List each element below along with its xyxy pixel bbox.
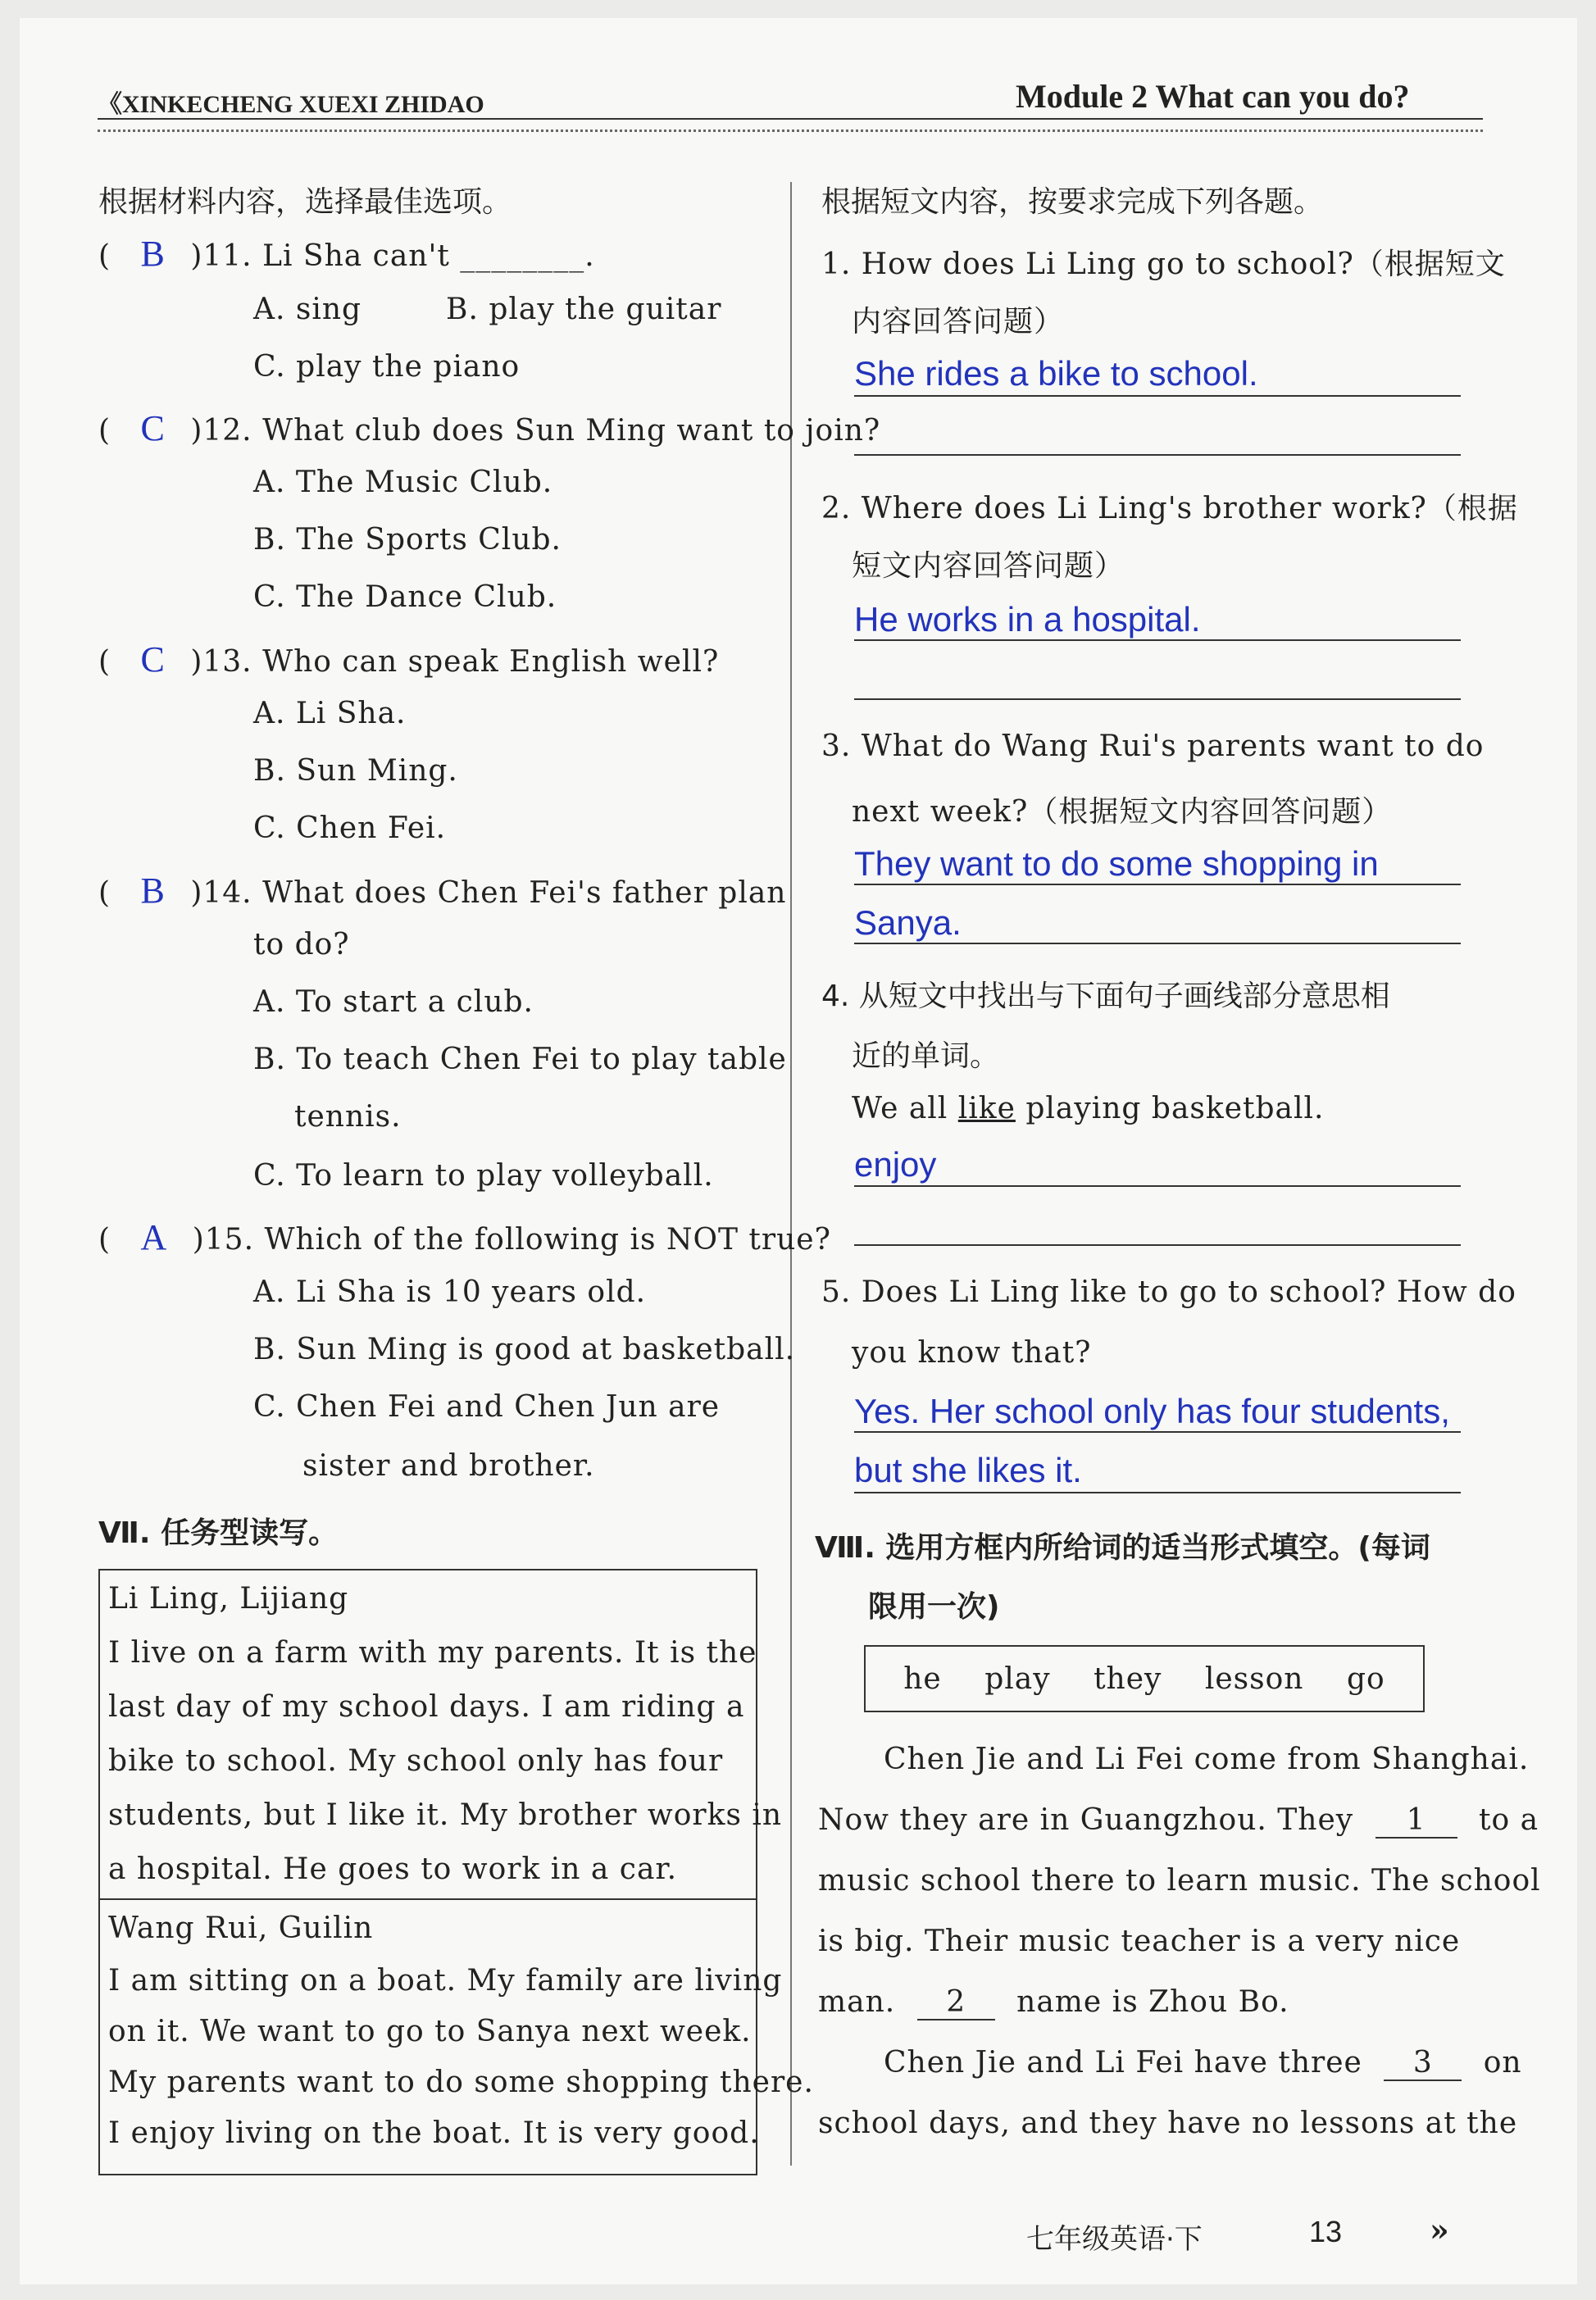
box1-line: last day of my school days. I am riding a [108,1690,745,1724]
rq4-line2: 近的单词。 [852,1039,1000,1073]
passage-line: music school there to learn music. The school [818,1864,1541,1898]
reading-box [98,1569,814,2175]
box2-line: I am sitting on a boat. My family are living [108,1964,783,1998]
box2-line: My parents want to do some shopping there. [108,2066,814,2099]
right-intro: 根据短文内容，按要求完成下列各题。 [821,185,1324,219]
box1-name: Li Ling, Lijiang [108,1582,349,1616]
passage-line: is big. Their music teacher is a very nice [818,1925,1461,1958]
answer-line [854,1244,1461,1246]
option-12b: B. The Sports Club. [253,523,562,557]
answer-14: B [140,870,166,911]
passage-line: Chen Jie and Li Fei come from Shanghai. [884,1743,1530,1776]
rq5-line2: you know that? [852,1336,1092,1370]
answer-line [854,1431,1461,1433]
passage-line: Chen Jie and Li Fei have three 3 on [884,2046,1522,2080]
section-8-title: Ⅷ. 选用方框内所给词的适当形式填空。(每词 [815,1531,1430,1565]
question-12: ( C )12. What club does Sun Ming want to join? [98,408,881,448]
option-14b-cont: tennis. [294,1100,402,1134]
rq1-line1: 1. How does Li Ling go to school?（根据短文 [821,248,1506,281]
answer-line [854,698,1461,700]
underlined-word: like [957,1092,1016,1125]
rq4-answer: enjoy [854,1145,937,1184]
header-rule [98,118,1483,120]
rq5-answer-1: Yes. Her school only has four students, [854,1392,1450,1430]
box1-line: bike to school. My school only has four [108,1744,724,1778]
answer-line [854,454,1461,456]
question-14-cont: to do? [253,928,350,961]
rq3-answer-2: Sanya. [854,903,962,942]
section-7-title: Ⅶ. 任务型读写。 [98,1516,339,1550]
section-8-title-cont: 限用一次) [868,1590,1000,1624]
option-14a: A. To start a club. [253,985,534,1019]
word-box-item: he [903,1661,942,1696]
answer-line [854,1185,1461,1187]
option-13a: A. Li Sha. [253,697,407,730]
word-box-item: play [984,1661,1051,1696]
header-right-label: Module 2 What can you do? [1016,78,1410,115]
option-12c: C. The Dance Club. [253,580,557,614]
rq2-line2: 短文内容回答问题） [852,549,1125,583]
answer-11: B [140,234,166,274]
question-15: ( A )15. Which of the following is NOT true? [98,1217,831,1257]
option-13b: B. Sun Ming. [253,754,458,788]
footer-grade: 七年级英语·下 [1026,2223,1203,2256]
box2-line: I enjoy living on the boat. It is very good. [108,2116,760,2150]
option-11a: A. sing [253,293,362,326]
box2-name: Wang Rui, Guilin [108,1911,374,1945]
question-11: ( B )11. Li Sha can't ________. [98,234,595,274]
option-15b: B. Sun Ming is good at basketball. [253,1333,796,1366]
answer-line [854,1492,1461,1493]
passage-line: man. 2 name is Zhou Bo. [818,1985,1289,2019]
option-13c: C. Chen Fei. [253,811,447,845]
box2-line: on it. We want to go to Sanya next week. [108,2015,752,2048]
word-box-item: lesson [1204,1661,1304,1696]
rq2-line1: 2. Where does Li Ling's brother work?（根据 [821,492,1518,525]
rq4-line1: 4. 从短文中找出与下面句子画线部分意思相 [821,980,1390,1013]
rq5-line1: 5. Does Li Ling like to go to school? How do [821,1275,1516,1309]
page [20,18,1577,2284]
question-14: ( B )14. What does Chen Fei's father plan [98,870,787,911]
box1-line: students, but I like it. My brother works in [108,1798,783,1832]
passage-line: school days, and they have no lessons at the [818,2107,1518,2140]
answer-line [854,884,1461,885]
passage-line: Now they are in Guangzhou. They 1 to a [818,1803,1539,1837]
box1-line: a hospital. He goes to work in a car. [108,1852,678,1886]
option-11b: B. play the guitar [446,293,722,326]
reading-box-1 [100,1570,783,1900]
word-box-item: go [1346,1661,1385,1696]
rq5-answer-2: but she likes it. [854,1451,1082,1489]
double-chevron-left-icon: 《 [98,91,122,118]
answer-line [854,395,1461,397]
word-box-item: they [1094,1661,1162,1696]
rq3-line2: next week?（根据短文内容回答问题） [852,795,1393,829]
page-number: 13 [1309,2215,1343,2248]
answer-12: C [140,408,166,448]
rq4-sentence: We all like playing basketball. [852,1092,1325,1125]
answer-line [854,943,1461,944]
rq1-line2: 内容回答问题） [852,305,1065,339]
question-13: ( C )13. Who can speak English well? [98,639,720,680]
header-left-label: 《XINKECHENG XUEXI ZHIDAO [98,91,484,118]
answer-13: C [140,639,166,680]
option-12a: A. The Music Club. [253,466,553,499]
header-dotted-rule [98,130,1483,132]
blank-3[interactable]: 3 [1384,2046,1462,2081]
reading-box-2 [100,1900,814,2174]
option-14b: B. To teach Chen Fei to play table [253,1043,787,1076]
option-15a: A. Li Sha is 10 years old. [253,1275,647,1309]
rq3-line1: 3. What do Wang Rui's parents want to do [821,730,1485,763]
rq2-answer: He works in a hospital. [854,600,1201,639]
answer-15: A [140,1217,168,1257]
rq3-answer-1: They want to do some shopping in [854,844,1379,883]
option-15c-cont: sister and brother. [302,1449,595,1483]
column-divider [790,182,792,2166]
double-chevron-right-icon: » [1430,2211,1449,2248]
blank-1[interactable]: 1 [1375,1803,1457,1839]
option-11c: C. play the piano [253,350,521,384]
option-15c: C. Chen Fei and Chen Jun are [253,1390,721,1424]
left-intro: 根据材料内容，选择最佳选项。 [98,185,512,219]
word-box [864,1645,1425,1712]
answer-line [854,639,1461,641]
option-14c: C. To learn to play volleyball. [253,1159,714,1193]
rq1-answer: She rides a bike to school. [854,354,1258,393]
blank-2[interactable]: 2 [917,1985,995,2020]
box1-line: I live on a farm with my parents. It is the [108,1636,757,1670]
